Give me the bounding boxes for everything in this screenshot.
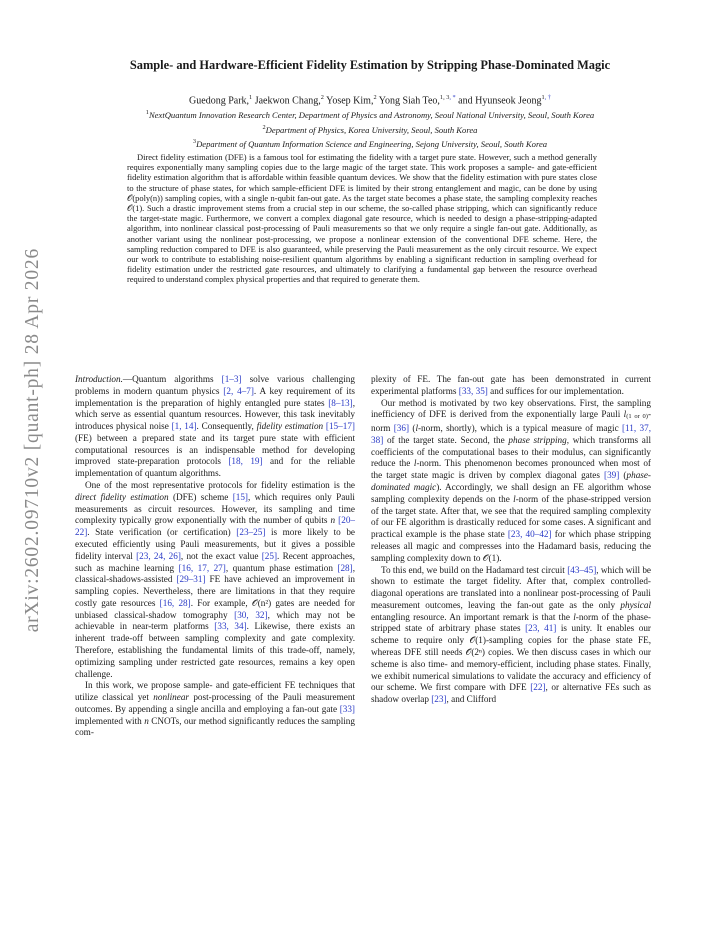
abstract-text: Direct fidelity estimation (DFE) is a famous tool for estimating the fidelity with a target pure state. However, such a method generally requires exponentially many sampling copies due to the large magic of the target state. This work proposes a sample- and gate-efficient fidelity estimation algorithm that is affordable within feasible quantum devices. We show that the fidelity estimation with pure states close to the structure of phase states, for which sample-efficient DFE is limited by their strong entanglement and magic, can be done by using 𝒪(poly(n)) sampling copies, with a single n-qubit fan-out gate. As the target state becomes a phase state, the sampling complexity reaches 𝒪(1). Such a drastic improvement stems from a crucial step in our scheme, the so-called phase stripping, which can significantly reduce the target-state magic. Furthermore, we convert a complex diagonal gate resource, which is needed to design a phase-stripping-adapted algorithm, into nonlinear classical post-processing of Pauli measurements so that we only require a single fan-out gate. Additionally, as another variant using the nonlinear post-processing, we propose a nonlinear extension of the conventional DFE scheme. Here, the sampling reduction compared to DFE is also guaranteed, while preserving the Pauli measurement as the only circuit resource. We expect our work to contribute to establishing noise-resilient quantum algorithms by enabling a significant reduction in sampling overhead for fidelity estimation under the restricted gate resources, and ultimately to clarifying a fundamental gap between the resource overhead required to understand complex physical properties and that required to generate them. (127, 152, 597, 285)
author-name: Guedong Park (189, 95, 247, 107)
citation-link[interactable]: [8–13] (328, 397, 353, 408)
author-affiliation-mark[interactable]: 2 (373, 94, 377, 101)
body-paragraph: One of the most representative protocols for fidelity estimation is the direct fidelity estimation (DFE) scheme [15], which requires only Pauli measurements as circuit resources. However, its sampling and time complexity typically grow exponentially with the number of qubits n [20–22]. State verification (or certification) [23–25] is more likely to be executed efficiently using Pauli measurements, but it gives a possible fidelity interval [23, 24, 26], not the exact value [25]. Recent approaches, such as machine learning [16, 17, 27], quantum phase estimation [28], classical-shadows-assisted [29–31] FE have achieved an improvement in sampling copies. Nevertheless, there are limitations in that they require costly gate resources [16, 28]. For example, 𝒪(n²) gates are needed for unbiased classical-shadow tomography [30, 32], which may not be achievable in near-term platforms [33, 34]. Likewise, there exists an inherent trade-off between sampling complexity and gate complexity. Therefore, establishing the fundamental limits of this trade-off, namely, optimizing sampling under restricted gate resources, remains a key open challenge. (75, 480, 356, 679)
arxiv-identifier: arXiv:2602.09710v2 [quant-ph] 28 Apr 2026 (22, 248, 43, 633)
citation-link[interactable]: [43–45] (567, 564, 597, 575)
body-column-right (371, 374, 651, 706)
citation-link[interactable]: [23] (431, 694, 447, 705)
citation-link[interactable]: [36] (393, 423, 410, 434)
citation-link[interactable]: [15] (232, 491, 248, 502)
author-name: Yong Siah Teo (378, 95, 438, 107)
citation-link[interactable]: [15–17] (325, 421, 355, 432)
citation-link[interactable]: [39] (604, 470, 620, 481)
citation-link[interactable]: [18, 19] (228, 456, 263, 467)
citation-link[interactable]: [23, 40–42] (507, 529, 552, 540)
author-affiliation-mark[interactable]: 1, † (541, 94, 551, 101)
citation-link[interactable]: [33, 35] (458, 385, 488, 396)
body-column-left (75, 374, 355, 739)
citation-link[interactable]: [30, 32] (234, 609, 268, 620)
author-name: Jaekwon Chang (254, 95, 319, 107)
body-paragraph: In this work, we propose sample- and gate-efficient FE techniques that utilize classical yet nonlinear post-processing of the Pauli measurement outcomes. By appending a single ancilla and employing a fan-out gate [33] implemented with n CNOTs, our method significantly reduces the sampling com- (75, 680, 355, 738)
author-affiliation-mark[interactable]: 1, 3, * (439, 94, 456, 101)
author-list: Guedong Park,$^1$ Jaekwon Chang,$^2$ Yosep Kim,$^2$ Yong Siah Teo,$^{1, 3, *}$ and Hyunseok Jeong$^{1, \dagger}$ (189, 94, 551, 107)
author-name: Hyunseok Jeong (475, 95, 542, 107)
citation-link[interactable]: [11, 37, 38] (371, 423, 652, 445)
citation-link[interactable]: [20–22] (75, 515, 356, 538)
citation-link[interactable]: [33] (339, 703, 355, 714)
abstract (127, 152, 597, 285)
affiliation: $^1$NextQuantum Innovation Research Center, Department of Physics and Astronomy, Seoul National University, Seoul, South Korea (145, 109, 595, 121)
paper-header (86, 57, 654, 150)
citation-link[interactable]: [16, 28] (159, 597, 191, 608)
author-name: Yosep Kim (326, 95, 371, 107)
affiliation: $^2$Department of Physics, Korea University, Seoul, South Korea (262, 123, 478, 135)
citation-link[interactable]: [23–25] (236, 527, 266, 538)
body-paragraph: To this end, we build on the Hadamard test circuit [43–45], which will be shown to estimate the target fidelity. After that, complex controlled-diagonal operations are translated into a nonlinear post-processing of Pauli measurement outcomes, leaving the fan-out gate as the only physical entangling resource. An important remark is that the l-norm of the phase-stripped state of arbitrary phase states [23, 41] is unity. It enables our scheme to require only 𝒪(1)-sampling copies for the phase state FE, whereas DFE still needs 𝒪(2ⁿ) copies. We then discuss cases in which our scheme is also time- and memory-efficient, including phase states. Finally, we exhibit numerical simulations to validate the accuracy and efficiency of our scheme. We first compare with DFE [22], or alternative FEs such as shadow overlap [23], and Clifford (371, 564, 652, 705)
citation-link[interactable]: [29–31] (176, 574, 206, 585)
citation-link[interactable]: [28] (337, 562, 353, 573)
author-affiliation-mark[interactable]: 2 (320, 94, 324, 101)
citation-link[interactable]: [1, 14] (171, 421, 197, 432)
body-paragraph: plexity of FE. The fan-out gate has been demonstrated in current experimental platforms [33, 35] and suffices for our implementation. (371, 374, 651, 396)
citation-link[interactable]: [33, 34] (214, 621, 247, 632)
affiliation: $^3$Department of Quantum Information Science and Engineering, Sejong University, Seoul, South Korea (192, 138, 548, 149)
paper-title: Sample- and Hardware-Efficient Fidelity Estimation by Stripping Phase-Dominated Magic (129, 58, 611, 72)
citation-link[interactable]: [2, 4–7] (223, 385, 254, 396)
body-paragraph: Our method is motivated by two key observations. First, the sampling inefficiency of DFE is derived from the exponentially large Pauli l(1 or 0)-norm [36] (l-norm, shortly), which is a typical measure of magic [11, 37, 38] of the target state. Second, the phase stripping, which transforms all coefficients of the computational bases to their modulus, can significantly reduce the l-norm. This phenomenon becomes pronounced when most of the target state magic is driven by complex diagonal gates [39] (phase-dominated magic). Accordingly, we shall design an FE algorithm whose sampling complexity depends on the l-norm of the phase-stripped version of the target state. After that, we see that the required sampling complexity of our FE algorithm is drastically reduced for some cases. A significant and practical example is the phase state [23, 40–42] for which phase stripping releases all magic and compresses into the Hadamard basis, reducing the sampling complexity down to 𝒪(1). (371, 397, 652, 563)
citation-link[interactable]: [23, 24, 26] (136, 550, 181, 561)
author-affiliation-mark[interactable]: 1 (249, 94, 253, 101)
citation-link[interactable]: [23, 41] (525, 623, 557, 634)
author-conjunction: and (458, 95, 473, 107)
citation-link[interactable]: [25] (261, 550, 278, 561)
citation-link[interactable]: [16, 17, 27] (178, 562, 226, 573)
citation-link[interactable]: [1–3] (221, 374, 242, 384)
body-paragraph: Introduction.—Quantum algorithms [1–3] solve various challenging problems in modern quantum physics [2, 4–7]. A key requirement of its implementation is the preparation of highly entangled pure states [8–13], which serve as essential quantum resources. However, this task inevitably introduces physical noise [1, 14]. Consequently, fidelity estimation [15–17] (FE) between a prepared state and its target pure state with efficient computational resources is an indispensable method for developing improved state-preparation protocols [18, 19] and for the reliable implementation of quantum algorithms. (75, 374, 355, 479)
affiliation-list (86, 107, 654, 150)
citation-link[interactable]: [22] (530, 682, 546, 693)
